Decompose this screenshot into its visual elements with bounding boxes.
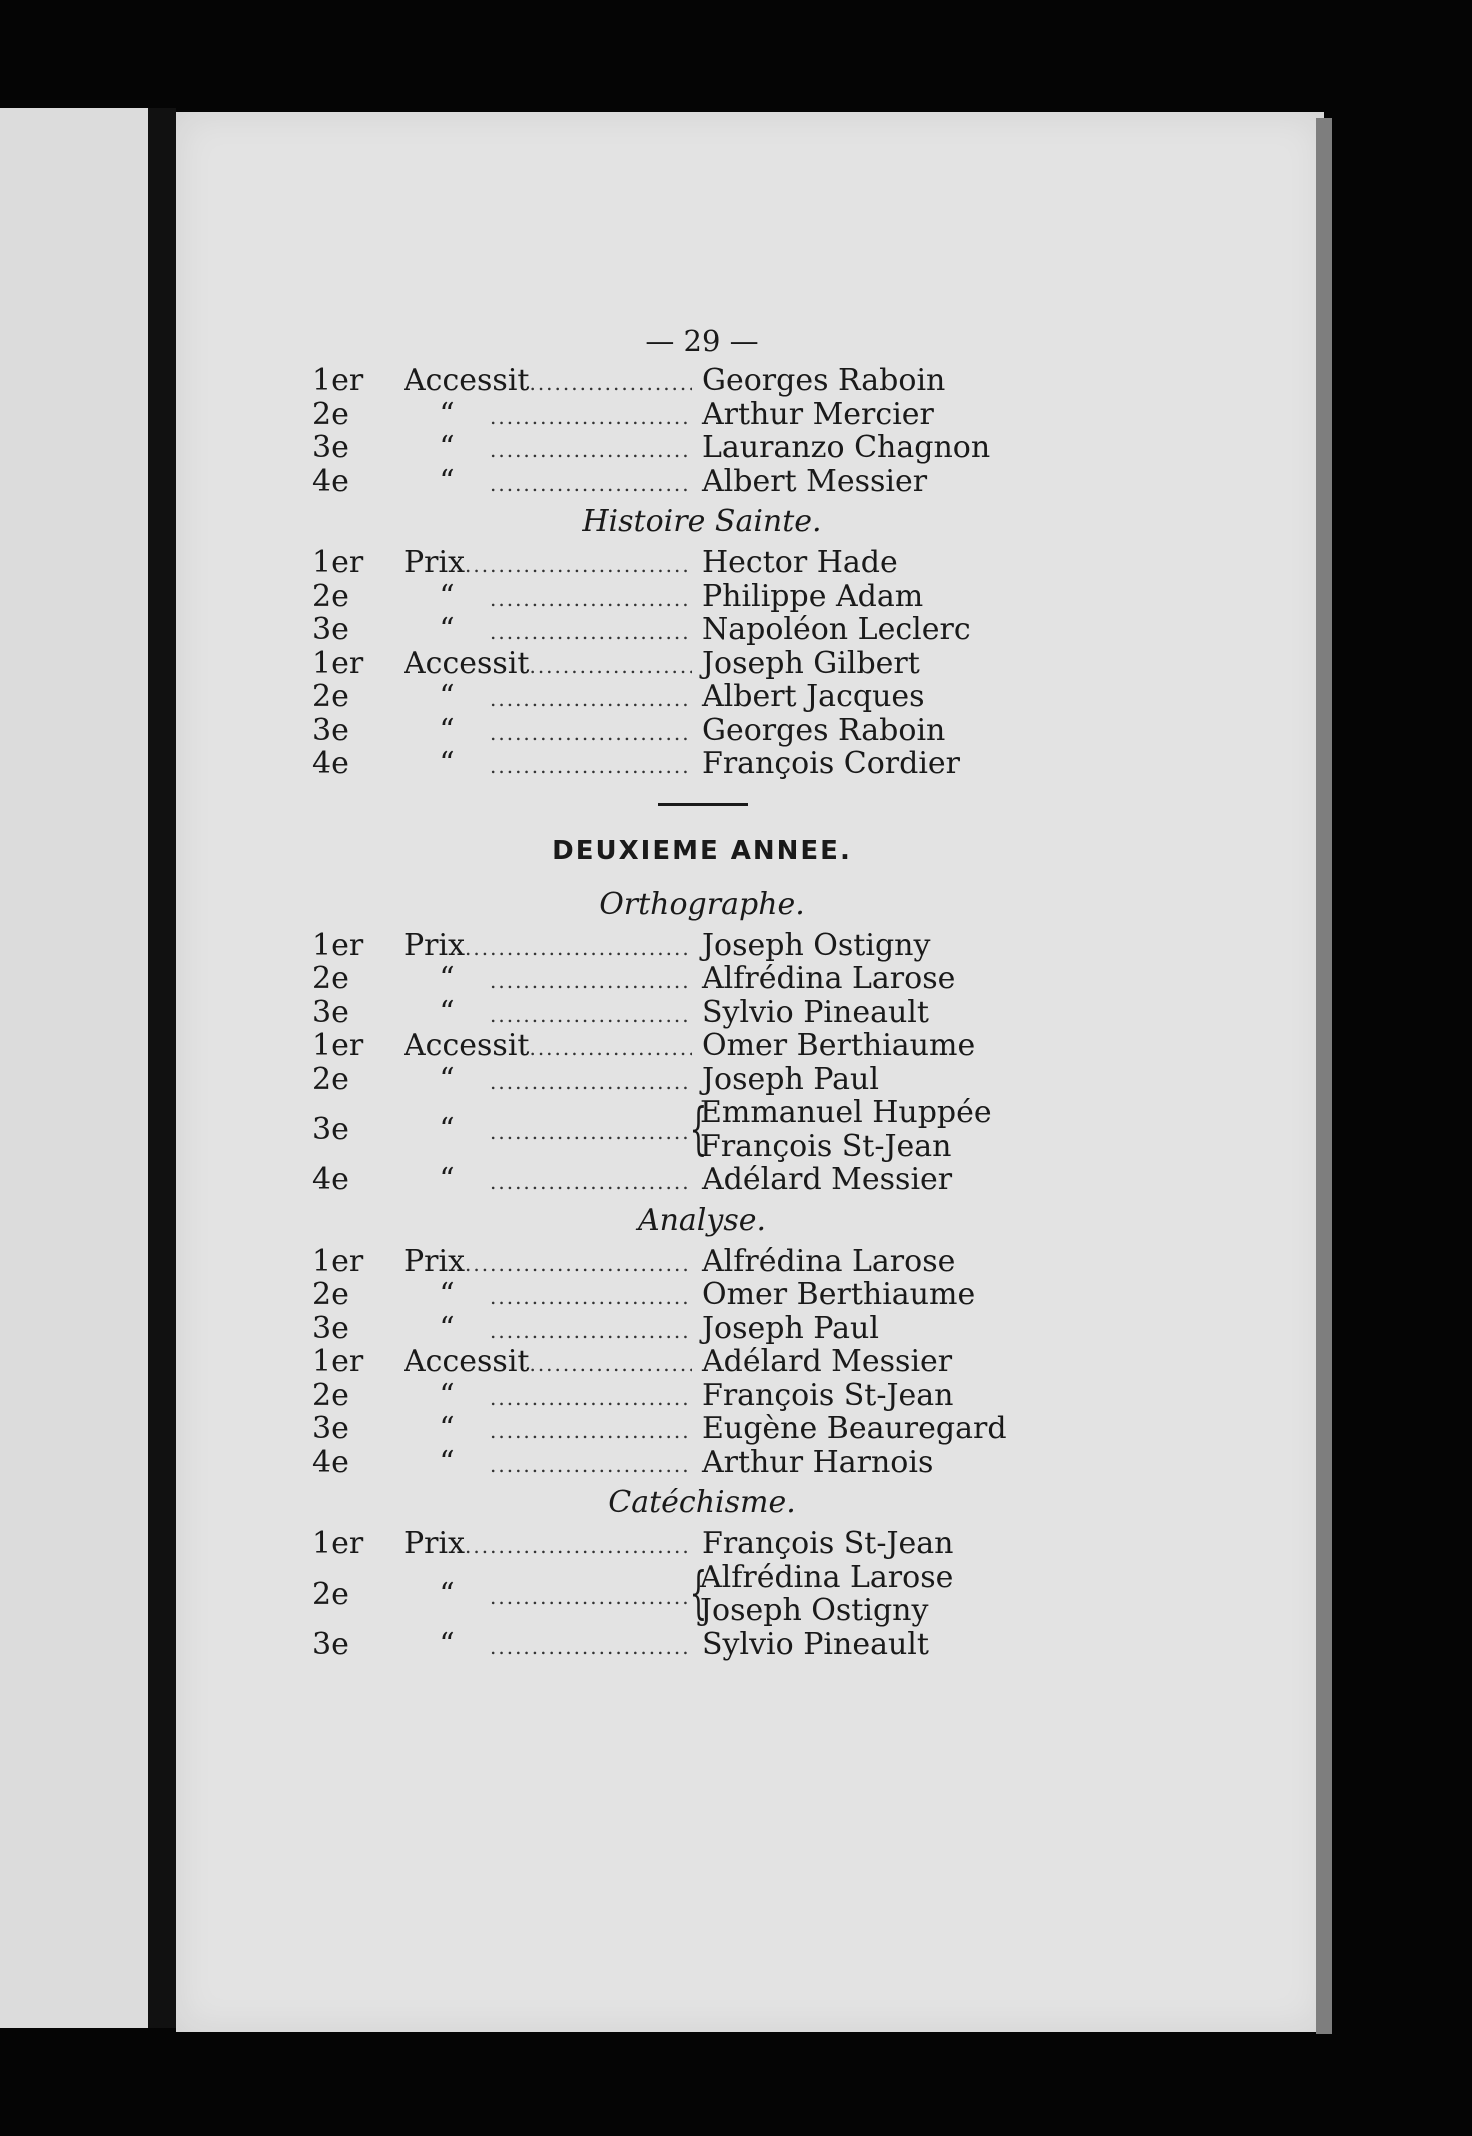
award-label: Prix (404, 1243, 466, 1279)
dot-leader (529, 654, 692, 678)
dot-leader (490, 1070, 692, 1094)
dot-leader (465, 936, 692, 960)
prize-row (312, 1446, 1032, 1480)
award-leader (404, 646, 692, 681)
recipient-names (692, 679, 1032, 714)
rank-label: 1er (312, 1028, 364, 1064)
prize-row (312, 613, 1032, 647)
recipient-name: François St-Jean (702, 1526, 954, 1562)
rank-label: 3e (312, 1112, 349, 1147)
prize-row (312, 1561, 1032, 1628)
rank-label: 3e (312, 994, 349, 1030)
prize-row (312, 1345, 1032, 1379)
prize-row (312, 1245, 1032, 1279)
recipient-name: Albert Messier (702, 463, 928, 499)
award-label: Accessit (404, 1028, 530, 1064)
award-label: Accessit (404, 363, 530, 399)
award-label: Prix (404, 927, 466, 963)
dot-leader (490, 1170, 692, 1194)
award-leader (404, 579, 692, 614)
recipient-name: Arthur Mercier (702, 396, 934, 432)
recipient-names (692, 1028, 1032, 1063)
recipient-name: Alfrédina Larose (700, 1559, 954, 1595)
award-leader (404, 1162, 692, 1197)
recipient-name: Napoléon Leclerc (702, 612, 971, 648)
dot-leader (465, 1252, 692, 1276)
recipient-names (692, 995, 1032, 1030)
prize-row (312, 1379, 1032, 1413)
rank-label: 1er (312, 545, 364, 581)
award-leader (404, 679, 692, 714)
rank-label: 1er (312, 645, 364, 681)
prize-row (312, 1163, 1032, 1197)
recipient-names (692, 746, 1032, 781)
page-edge (1316, 118, 1332, 2034)
prize-row (312, 1312, 1032, 1346)
dot-leader (490, 1419, 692, 1443)
ditto-mark: “ (439, 463, 455, 499)
rank-label: 4e (312, 463, 349, 499)
award-leader (404, 545, 692, 580)
recipient-name: Emmanuel Huppée (700, 1095, 992, 1130)
award-leader (404, 961, 692, 996)
recipient-names (692, 1627, 1032, 1662)
rank-label: 1er (312, 363, 364, 399)
recipient-names (692, 1378, 1032, 1413)
award-leader (404, 928, 692, 963)
ditto-mark: “ (439, 430, 455, 466)
recipient-names (692, 430, 1032, 465)
dot-leader (490, 1319, 692, 1343)
dot-leader (490, 1635, 692, 1659)
dot-leader (490, 969, 692, 993)
recipient-names (700, 1561, 1032, 1628)
rank-label: 2e (312, 1277, 349, 1313)
award-leader (404, 1062, 692, 1097)
ditto-mark: “ (439, 612, 455, 648)
recipient-names (692, 464, 1032, 499)
recipient-name: François Cordier (702, 746, 961, 782)
prize-row (312, 546, 1032, 580)
dot-leader (490, 1453, 692, 1477)
dot-leader (490, 405, 692, 429)
prize-row (312, 1527, 1032, 1561)
section-title: Catéchisme. (608, 1485, 796, 1520)
recipient-names (692, 397, 1032, 432)
award-leader (404, 612, 692, 647)
award-leader (404, 1526, 692, 1561)
prize-row (312, 714, 1032, 748)
ditto-mark: “ (439, 1576, 455, 1612)
rank-label: 1er (312, 1526, 364, 1562)
dot-leader (529, 1036, 692, 1060)
dot-leader (490, 1003, 692, 1027)
prize-row (312, 1628, 1032, 1662)
recipient-names (692, 1311, 1032, 1346)
prize-row (312, 1096, 1032, 1163)
dot-leader (490, 721, 692, 745)
recipient-names (692, 1062, 1032, 1097)
recipient-names (692, 545, 1032, 580)
award-leader (404, 397, 692, 432)
award-leader (404, 1112, 692, 1147)
ditto-mark: “ (439, 1626, 455, 1662)
ditto-mark: “ (439, 1112, 455, 1147)
award-label: Prix (404, 1526, 466, 1562)
ditto-mark: “ (439, 1310, 455, 1346)
rank-label: 2e (312, 396, 349, 432)
recipient-name: Georges Raboin (702, 712, 946, 748)
rank-label: 3e (312, 612, 349, 648)
dot-leader (490, 472, 692, 496)
recipient-name: Eugène Beauregard (702, 1411, 1007, 1447)
ditto-mark: “ (439, 746, 455, 782)
rank-label: 2e (312, 1377, 349, 1413)
recipient-name: Philippe Adam (702, 578, 924, 614)
rank-label: 3e (312, 712, 349, 748)
recipient-name: Alfrédina Larose (702, 961, 956, 997)
prize-row (312, 1278, 1032, 1312)
prize-row (312, 929, 1032, 963)
rank-label: 1er (312, 1243, 364, 1279)
award-leader (404, 713, 692, 748)
prize-row (312, 431, 1032, 465)
page-number: — 29 — (645, 324, 759, 358)
recipient-names (692, 1445, 1032, 1480)
rank-label: 1er (312, 1344, 364, 1380)
recipient-name: Joseph Ostigny (702, 927, 931, 963)
ditto-mark: “ (439, 1277, 455, 1313)
ditto-mark: “ (439, 994, 455, 1030)
recipient-name: Arthur Harnois (702, 1444, 934, 1480)
prize-row (312, 747, 1032, 781)
award-leader (404, 1627, 692, 1662)
dot-leader (490, 1585, 692, 1609)
section-divider (312, 781, 1032, 821)
brace: { (689, 1561, 708, 1626)
recipient-names (692, 1162, 1032, 1197)
prize-row (312, 398, 1032, 432)
award-leader (404, 995, 692, 1030)
ditto-mark: “ (439, 1377, 455, 1413)
recipient-name: Joseph Paul (702, 1310, 879, 1346)
ditto-mark: “ (439, 712, 455, 748)
rank-label: 2e (312, 961, 349, 997)
prize-row (312, 465, 1032, 499)
recipient-name: Hector Hade (702, 545, 898, 581)
prize-row (312, 996, 1032, 1030)
ditto-mark: “ (439, 578, 455, 614)
dot-leader (490, 754, 692, 778)
book-gutter (148, 108, 176, 2028)
prize-row (312, 1412, 1032, 1446)
rank-label: 3e (312, 1310, 349, 1346)
rank-label: 4e (312, 1162, 349, 1198)
ditto-mark: “ (439, 1061, 455, 1097)
ditto-mark: “ (439, 679, 455, 715)
dot-leader (465, 1534, 692, 1558)
award-leader (404, 1311, 692, 1346)
recipient-name: Sylvio Pineault (702, 1626, 929, 1662)
recipient-name: Omer Berthiaume (702, 1028, 976, 1064)
recipient-name: Joseph Gilbert (702, 645, 920, 681)
recipient-names (692, 928, 1032, 963)
recipient-name: Adélard Messier (702, 1162, 953, 1198)
recipient-names (692, 1344, 1032, 1379)
recipient-name: Albert Jacques (702, 679, 925, 715)
facing-page (0, 108, 148, 2028)
award-label: Prix (404, 545, 466, 581)
recipient-names (692, 579, 1032, 614)
award-leader (404, 464, 692, 499)
recipient-names (692, 1277, 1032, 1312)
recipient-names (692, 961, 1032, 996)
award-leader (404, 1344, 692, 1379)
award-leader (404, 1445, 692, 1480)
ditto-mark: “ (439, 961, 455, 997)
prize-row (312, 680, 1032, 714)
recipient-name: Adélard Messier (702, 1344, 953, 1380)
award-leader (404, 1244, 692, 1279)
recipient-name: Sylvio Pineault (702, 994, 929, 1030)
recipient-name: François St-Jean (702, 1377, 954, 1413)
award-label: Accessit (404, 1344, 530, 1380)
award-leader (404, 1411, 692, 1446)
page-content (312, 318, 1032, 1661)
prize-row (312, 962, 1032, 996)
recipient-names (692, 646, 1032, 681)
ditto-mark: “ (439, 1411, 455, 1447)
recipient-names (692, 1244, 1032, 1279)
section-title: Histoire Sainte. (582, 504, 822, 539)
rank-label: 3e (312, 1411, 349, 1447)
dot-leader (490, 438, 692, 462)
rank-label: 1er (312, 927, 364, 963)
recipient-names (692, 1526, 1032, 1561)
rank-label: 2e (312, 679, 349, 715)
recipient-names (692, 363, 1032, 398)
prize-row (312, 364, 1032, 398)
award-leader (404, 1378, 692, 1413)
dot-leader (490, 1120, 692, 1144)
year-heading: DEUXIEME ANNEE. (552, 835, 852, 866)
recipient-name: Georges Raboin (702, 363, 946, 399)
recipient-names (692, 612, 1032, 647)
dot-leader (490, 1386, 692, 1410)
dot-leader (490, 687, 692, 711)
rank-label: 2e (312, 1061, 349, 1097)
rank-label: 3e (312, 1626, 349, 1662)
dot-leader (529, 371, 692, 395)
recipient-name: Omer Berthiaume (702, 1277, 976, 1313)
award-label: Accessit (404, 645, 530, 681)
recipient-name: Alfrédina Larose (702, 1243, 956, 1279)
ditto-mark: “ (439, 1162, 455, 1198)
prize-row (312, 1029, 1032, 1063)
section-title: Analyse. (637, 1202, 767, 1238)
recipient-name: Lauranzo Chagnon (702, 430, 991, 466)
rank-label: 4e (312, 746, 349, 782)
award-leader (404, 430, 692, 465)
dot-leader (465, 553, 692, 577)
award-leader (404, 1028, 692, 1063)
recipient-names (692, 1411, 1032, 1446)
rank-label: 2e (312, 1576, 349, 1612)
award-leader (404, 363, 692, 398)
rank-label: 3e (312, 430, 349, 466)
dot-leader (490, 1285, 692, 1309)
section-title: Orthographe. (599, 886, 805, 922)
recipient-names (700, 1096, 1032, 1163)
ditto-mark: “ (439, 1444, 455, 1480)
dot-leader (490, 620, 692, 644)
recipient-name: Joseph Ostigny (700, 1593, 929, 1628)
dot-leader (490, 587, 692, 611)
rank-label: 2e (312, 578, 349, 614)
award-leader (404, 1577, 692, 1612)
award-leader (404, 1277, 692, 1312)
rank-label: 4e (312, 1444, 349, 1480)
brace: { (689, 1096, 708, 1162)
recipient-names (692, 713, 1032, 748)
award-leader (404, 746, 692, 781)
dot-leader (529, 1352, 692, 1376)
recipient-name: Joseph Paul (702, 1061, 879, 1097)
ditto-mark: “ (439, 396, 455, 432)
prize-row (312, 580, 1032, 614)
prize-row (312, 1063, 1032, 1097)
prize-row (312, 647, 1032, 681)
recipient-name: François St-Jean (700, 1128, 952, 1164)
